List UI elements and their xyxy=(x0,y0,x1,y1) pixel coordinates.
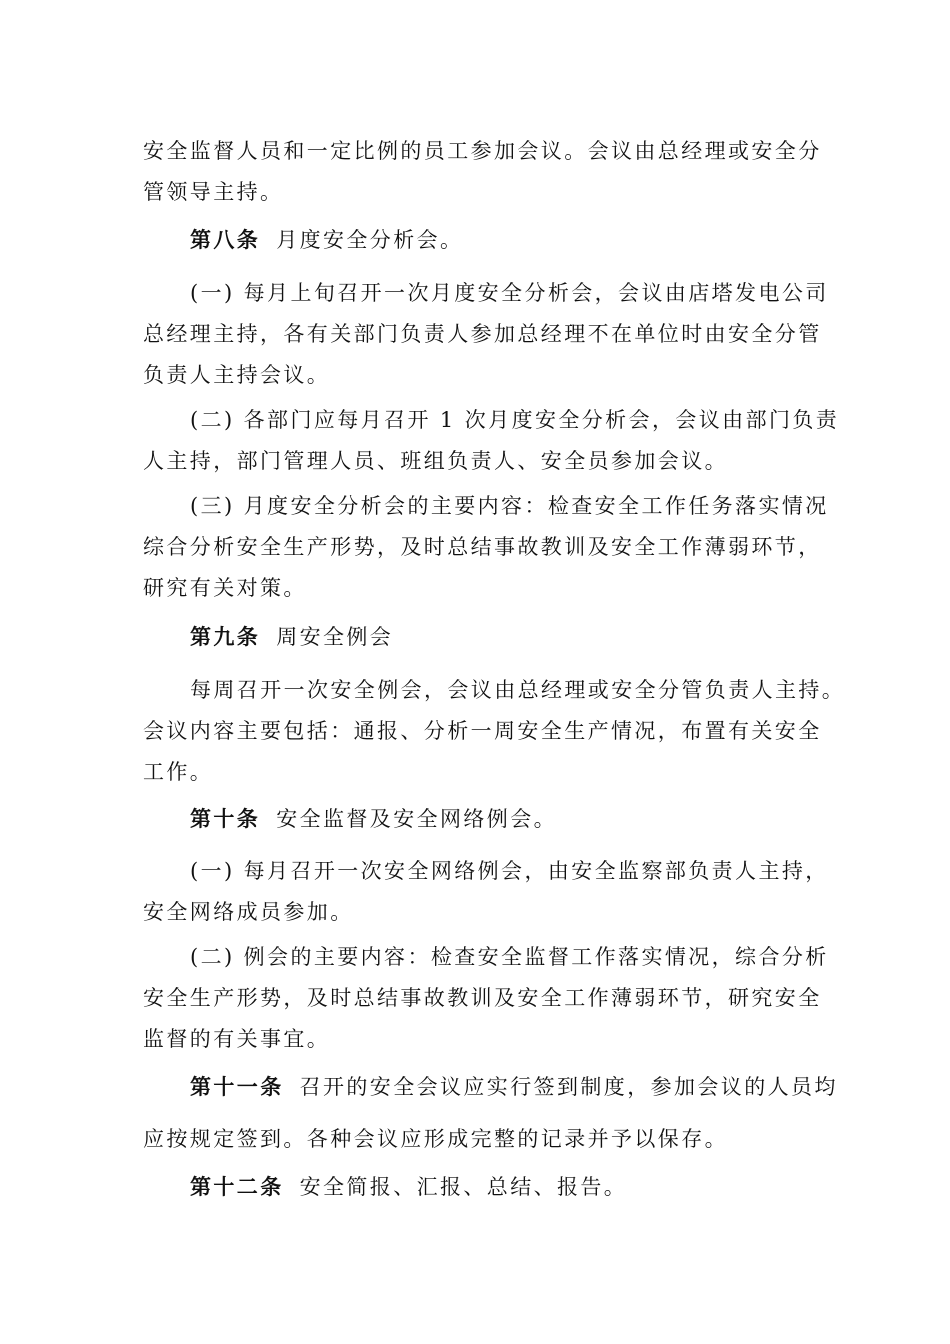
article-11-heading xyxy=(190,1073,838,1101)
text-line: (一) 每月召开一次安全网络例会，由安全监察部负责人主持， xyxy=(190,859,829,883)
text-line: 每周召开一次安全例会，会议由总经理或安全分管负责人主持。 xyxy=(190,678,846,702)
text-line: 负责人主持会议。 xyxy=(143,363,331,387)
text-line: 总经理主持，各有关部门负责人参加总经理不在单位时由安全分管 xyxy=(143,322,822,346)
article-8-heading xyxy=(190,226,463,254)
text-line: 监督的有关事宜。 xyxy=(143,1027,331,1051)
text-line: 安全网络成员参加。 xyxy=(143,900,354,924)
text-line: (二) 例会的主要内容：检查安全监督工作落实情况，综合分析 xyxy=(190,945,829,969)
text-line: 研究有关对策。 xyxy=(143,576,307,600)
article-title: 周安全例会 xyxy=(276,625,394,649)
article-number: 第十一条 xyxy=(190,1074,284,1099)
text-line: 人主持，部门管理人员、班组负责人、安全员参加会议。 xyxy=(143,449,728,473)
text-line: 应按规定签到。各种会议应形成完整的记录并予以保存。 xyxy=(143,1127,728,1151)
text-line: (一) 每月上旬召开一次月度安全分析会，会议由店塔发电公司 xyxy=(190,281,829,305)
article-title: 月度安全分析会。 xyxy=(276,228,464,252)
text-line: 会议内容主要包括：通报、分析一周安全生产情况，布置有关安全 xyxy=(143,719,822,743)
article-12-heading xyxy=(190,1173,627,1201)
article-title: 安全监督及安全网络例会。 xyxy=(276,807,558,831)
article-number: 第九条 xyxy=(190,624,261,649)
article-title: 安全简报、汇报、总结、报告。 xyxy=(299,1175,628,1199)
text-line: 工作。 xyxy=(143,760,214,784)
text-line: 管领导主持。 xyxy=(143,180,284,204)
text-line: 安全生产形势，及时总结事故教训及安全工作薄弱环节，研究安全 xyxy=(143,986,822,1010)
article-10-heading xyxy=(190,805,557,833)
text-line: 综合分析安全生产形势，及时总结事故教训及安全工作薄弱环节， xyxy=(143,535,822,559)
article-number: 第八条 xyxy=(190,227,261,252)
article-number: 第十条 xyxy=(190,806,261,831)
article-number: 第十二条 xyxy=(190,1174,284,1199)
text-line: (二) 各部门应每月召开 1 次月度安全分析会，会议由部门负责 xyxy=(190,408,840,432)
article-text: 召开的安全会议应实行签到制度，参加会议的人员均 xyxy=(299,1075,838,1099)
text-line: 安全监督人员和一定比例的员工参加会议。会议由总经理或安全分 xyxy=(143,139,822,163)
article-9-heading xyxy=(190,623,393,651)
text-line: (三) 月度安全分析会的主要内容：检查安全工作任务落实情况 xyxy=(190,494,829,518)
